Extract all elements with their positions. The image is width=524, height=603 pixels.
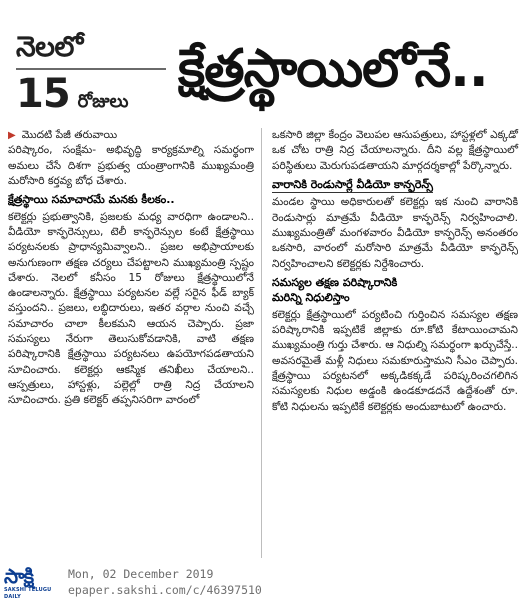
right-subheading-2-line2: మరిన్ని నిధులిస్తాం [272, 291, 350, 305]
sakshi-logo [4, 565, 60, 599]
article-right-column [272, 128, 518, 415]
right-paragraph-1: ఒకసారి జిల్లా కేంద్రం వెలుపల ఆసుపత్రులు, హాస్టళ్లలో ఎక్కడో ఒక చోట రాత్రి నిద్ర చేయాలన్నారు. దీని వల్ల క్షేత్రస్థాయిలో పరిస్థితులు మెరుగుపడతాయని మార్గదర్శకాల్లో పేర్కొన్నారు. [272, 129, 518, 172]
kicker-text: మొదటి పేజీ తరువాయి [21, 129, 118, 141]
triangle-bullet-icon: ▶ [8, 130, 16, 141]
right-subheading-2-line1: సమస్యల తక్షణ పరిష్కారానికి [272, 275, 398, 289]
headline-main: క్షేత్రస్థాయిలోనే.. [178, 39, 488, 99]
headline-days: రోజులు [77, 91, 129, 112]
right-paragraph-2: మండల స్థాయి అధికారులతో కలెక్టర్లు ఇక నుంచి వారానికి రెండుసార్లు మాత్రమే వీడియో కాన్ఫరెన్స్ నిర్వహించాలి. ముఖ్యమంత్రితో మంగళవారం వీడియో కాన్ఫరెన్స్ అనంతరం ఒకసారి, వారంలో మరోసారి మాత్రమే వీడియో కాన్ఫరెన్స్ నిర్వహించాలని కలెక్టర్లకు నిర్దేశించారు. [272, 196, 518, 270]
logo-tagline: SAKSHI TELUGU DAILY [4, 587, 52, 600]
right-subheading-1: వారానికి రెండుసార్లే వీడియో కాన్ఫరెన్స్ [272, 177, 433, 194]
headline-number: 15 [16, 71, 70, 117]
headline-rule [16, 68, 166, 70]
right-paragraph-3: కలెక్టర్లు క్షేత్రస్థాయిలో పర్యటించి గుర్తించిన సమస్యల తక్షణ పరిష్కారానికి ఇప్పటికే జిల్లాకు రూ.కోటి కేటాయించామని ముఖ్యమంత్రి గుర్తు చేశారు. ఆ నిధుల్ని సమర్థంగా ఖర్చుచేస్తే.. అవసరమైతే మళ్లీ నిధులు సమకూరుస్తామని సీఎం చెప్పారు. క్షేత్రస్థాయి పర్యటనలో అక్కడికక్కడే పరిష్కరించగలిగిన సమస్యలకు నిధుల అడ్డంకి ఉండకూడదనే ఉద్దేశంతో రూ. కోటి నిధులను ఇప్పటికే కలెక్టర్లకు అందుబాటులో ఉంచారు. [272, 308, 518, 413]
publication-date: Mon, 02 December 2019 [68, 567, 214, 581]
article-left-column [8, 128, 254, 409]
right-subheading-2 [272, 275, 518, 306]
left-paragraph-2: కలెక్టర్లు ప్రభుత్వానికి, ప్రజలకు మధ్య వారధిగా ఉండాలని.. వీడియో కాన్ఫరెన్సులు, టెలీ కాన్ఫరెన్సుల కంటే క్షేత్రస్థాయి పర్యటనలకు ప్రాధాన్యమివ్వాలని.. ప్రజల అభిప్రాయాలకు అనుగుణంగా తక్షణ చర్యలు చేపట్టాలని ముఖ్యమంత్రి స్పష్టం చేశారు. నెలలో కనీసం 15 రోజులు క్షేత్రస్థాయిలోనే ఉండాలన్నారు. క్షేత్రస్థాయి పర్యటనల వల్లే సరైన ఫీడ్ బ్యాక్ వస్తుందని.. ప్రజలు, లబ్ధిదారులు, ఇతర వర్గాల నుంచి వచ్చే సమాచారం చాలా కీలకమని ఆయన చెప్పారు. ప్రజా సమస్యలు నేరుగా తెలుసుకోవడానికి, వాటి తక్షణ పరిష్కారానికి క్షేత్రస్థాయి పర్యటనలు ఉపయోగపడతాయని సూచించారు. కలెక్టర్లు ఆకస్మిక తనిఖీలు చేయాలని.. ఆస్పత్రులు, హాస్టళ్లు, పల్లెల్లో రాత్రి నిద్ర చేయాలని సూచించారు. ప్రతి కలెక్టర్ తప్పనిసరిగా వారంలో [8, 210, 254, 407]
column-divider [261, 128, 262, 558]
footer-meta [68, 566, 262, 598]
epaper-url[interactable]: epaper.sakshi.com/c/46397510 [68, 583, 262, 597]
headline-line2 [16, 71, 129, 122]
headline-line1: నెలలో [16, 30, 83, 63]
logo-mark: సాక్షి [4, 564, 34, 588]
left-subheading-1: క్షేత్రస్థాయి సమాచారమే మనకు కీలకం.. [8, 193, 175, 207]
continuation-kicker [8, 128, 254, 143]
left-paragraph-1: పరిష్కారం, సంక్షేమ- అభివృద్ధి కార్యక్రమాల్ని సమర్థంగా అమలు చేసే దిశగా ప్రభుత్వ యంత్రాంగానికి ముఖ్యమంత్రి మరోసారి కర్తవ్య బోధ చేశారు. [8, 144, 254, 187]
